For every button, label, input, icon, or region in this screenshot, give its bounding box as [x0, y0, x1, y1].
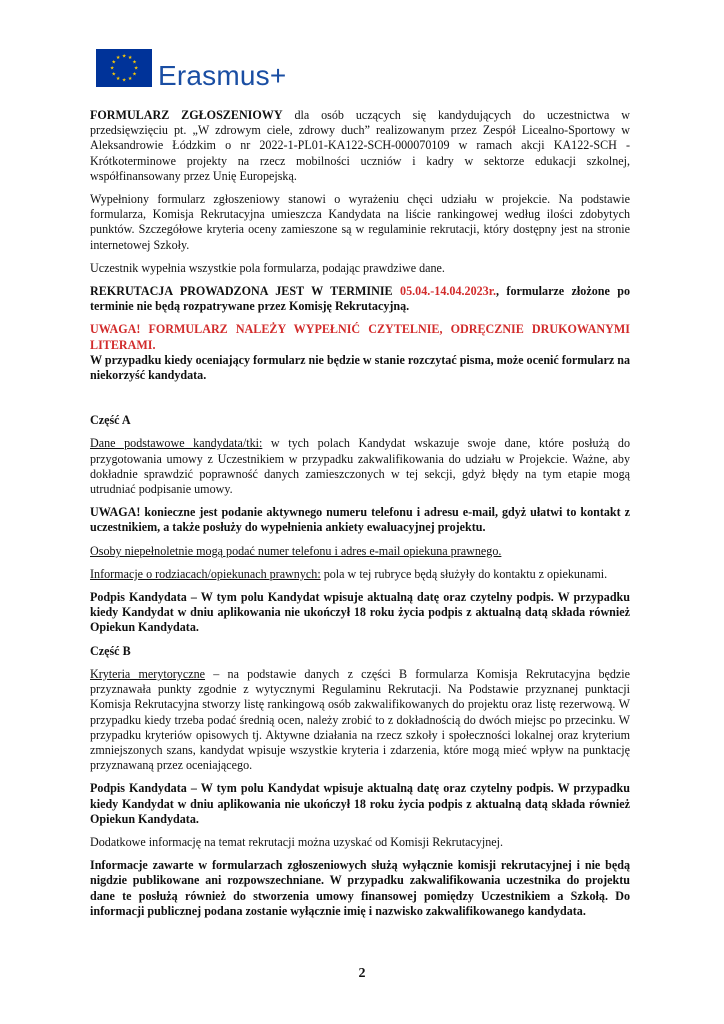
eu-star-icon: ★	[115, 77, 121, 82]
erasmus-logo	[96, 44, 286, 92]
intro-instruction: Uczestnik wypełnia wszystkie pola formularza, podając prawdziwe dane.	[90, 260, 445, 275]
eu-star-icon: ★	[115, 56, 121, 62]
part-b-criteria: Kryteria merytoryczne – na podstawie danych z części B formularza Komisja Rekrutacyjna będzie przyznawała punkty zgodnie z wytycznymi Regulaminu Rekrutacji. Na Podstawie przyznanej punktacji Komisja Rekrutacyjna stworzy listę rankingową osób zakwalifikowanych do projektu oraz listę rezerwową. W przypadku kiedy trzeba podać średnią ocen, należy zrobić to z dokładnością do dwóch miejsc po przecinku. W przypadku kryteriów opisowych tj. Aktywne działania na rzecz szkoły i społeczności lokalnej oraz kryterium zmniejszonych szans, kandydat wpisuje wszystkie kryteria i zdarzenia, które mogą mieć wpływ na punktację przyznawaną przez oceniającego.	[90, 666, 631, 773]
document-body	[90, 108, 630, 927]
eu-star-icon: ★	[127, 77, 133, 82]
eu-star-icon: ★	[111, 60, 116, 66]
part-b-info: Dodatkowe informację na temat rekrutacji można uzyskać od Komisji Rekrutacyjnej.	[90, 834, 504, 849]
page-number: 2	[358, 966, 366, 981]
part-a-warning: UWAGA! konieczne jest podanie aktywnego numeru telefonu i adresu e-mail, gdyż ułatwi to kontakt z uczestnikiem, a także posłuży do wypełnienia ankiety ewaluacyjnej projektu.	[90, 505, 630, 535]
eu-flag-icon	[96, 49, 152, 87]
part-a-parents: Informacje o rodziacach/opiekunach prawnych: pola w tej rubryce będą służyły do kontaktu z opiekunami.	[90, 566, 608, 581]
part-a-minors: Osoby niepełnoletnie mogą podać numer telefonu i adres e-mail opiekuna prawnego.	[90, 543, 502, 558]
eu-star-icon: ★	[132, 60, 137, 66]
intro-paragraph: FORMULARZ ZGŁOSZENIOWY dla osób uczących się kandydujących do uczestnictwa w przedsięwzięciu pt. „W zdrowym ciele, zdrowy duch” realizowanym przez Zespół Licealno-Sportowy w Aleksandrowie Łódzkim o nr 2022-1-PL01-KA122-SCH-000070109 w ramach akcji KA122-SCH - Krótkoterminowe projekty na rzecz mobilności uczniów i kadry w sektorze edukacji szkolnej, współfinansowany przez Unię Europejską.	[90, 108, 631, 183]
part-a-heading: Część A	[90, 413, 131, 428]
logo-text: Erasmus+	[158, 60, 287, 91]
part-a-signature: Podpis Kandydata – W tym polu Kandydat wpisuje aktualną datę oraz czytelny podpis. W przypadku kiedy Kandydat w dniu aplikowania nie ukończył 18 roku życia podpis z aktualną datą składa również Opiekun Kandydata.	[90, 590, 630, 635]
eu-star-icon: ★	[127, 56, 133, 62]
eu-star-icon: ★	[132, 72, 137, 78]
recruitment-notice: REKRUTACJA PROWADZONA JEST W TERMINIE 05.04.-14.04.2023r., formularze złożone po terminie nie będą rozpatrywane przez Komisję Rekrutacyjną.	[90, 284, 631, 314]
eu-star-icon: ★	[121, 54, 127, 60]
warning-red: UWAGA! FORMULARZ NALEŻY WYPEŁNIĆ CZYTELNIE, ODRĘCZNIE DRUKOWANYMI LITERAMI.	[90, 322, 630, 352]
part-b-signature: Podpis Kandydata – W tym polu Kandydat wpisuje aktualną datę oraz czytelny podpis. W przypadku kiedy Kandydat w dniu aplikowania nie ukończył 18 roku życia podpis z aktualną datą składa również Opiekun Kandydata.	[90, 781, 630, 826]
eu-star-icon: ★	[133, 66, 139, 72]
intro-description: Wypełniony formularz zgłoszeniowy stanowi o wyrażeniu chęci udziału w projekcie. Na podstawie formularza, Komisja Rekrutacyjna umieszcza Kandydata na liście rankingowej według ilości zdobytych punktów. Szczegółowe kryteria oceny zamieszone są w regulaminie rekrutacji, który dostępny jest na stronie internetowej Szkoły.	[90, 192, 630, 252]
eu-star-icon: ★	[121, 78, 127, 84]
part-b-final: Informacje zawarte w formularzach zgłoszeniowych służą wyłącznie komisji rekrutacyjnej i nie będą nigdzie publikowane ani rozpowszechniane. W przypadku zakwalifikowania uczestnika do projektu dane te posłużą również do stworzenia umowy finansowej pomiędzy Uczestnikiem a Szkołą. Do informacji publicznej podana zostanie wyłącznie imię i nazwisko zakwalifikowanego kandydata.	[90, 858, 630, 918]
eu-star-icon: ★	[111, 72, 116, 78]
eu-star-icon: ★	[109, 66, 115, 72]
recruitment-dates: 05.04.-14.04.2023r.	[400, 284, 496, 299]
part-b-heading: Część B	[90, 643, 131, 658]
part-a-basic-data: Dane podstawowe kandydata/tki: w tych polach Kandydat wskazuje swoje dane, które posłużą do przygotowania umowy z Uczestnikiem w przypadku zakwalifikowania do udziału w Projekcie. Ważne, aby dokładnie sprawdzić poprawność danych zamieszczonych w tej sekcji, gdyż błędy na tym etapie mogą utrudniać podpisanie umowy.	[90, 436, 630, 497]
warning-black: W przypadku kiedy oceniający formularz nie będzie w stanie rozczytać pisma, może ocenić formularz na niekorzyść kandydata.	[90, 352, 630, 383]
